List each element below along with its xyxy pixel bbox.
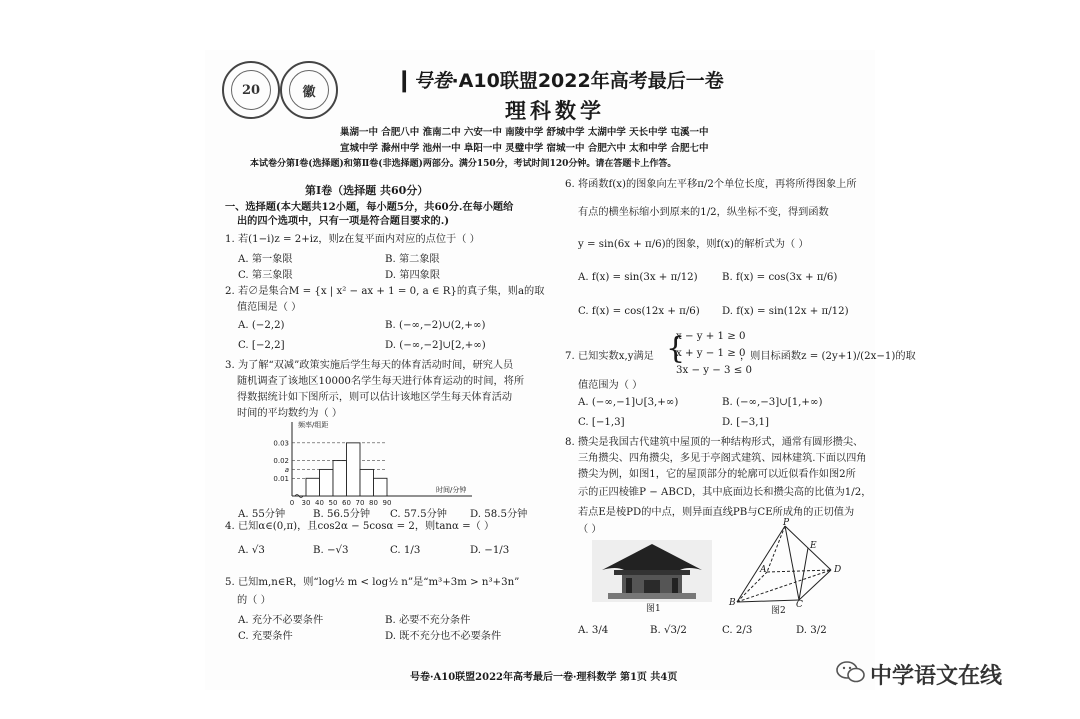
q2-option-c: C. [−2,2]	[238, 340, 285, 351]
section-title: 第Ⅰ卷（选择题 共60分）	[305, 184, 429, 197]
q4-stem: 4. 已知α∈(0,π)，且cos2α − 5cosα = 2，则tanα =（ ）	[225, 521, 495, 532]
q8-stem-line1: 8. 攒尖是我国古代建筑中屋顶的一种结构形式，通常有圆形攒尖、	[565, 437, 864, 448]
vertex-label-p: P	[783, 518, 790, 528]
q8-pyramid-diagram	[727, 520, 847, 612]
q7-stem-tail: ，则目标函数z = (2y+1)/(2x−1)的取	[740, 351, 916, 362]
histogram-bar	[320, 469, 334, 496]
q8-stem-line4: 示的正四棱锥P − ABCD，其中底面边长和攒尖高的比值为1/2，	[578, 487, 872, 498]
q1-option-a: A. 第一象限	[238, 254, 293, 265]
vertex-label-a: A	[760, 565, 767, 575]
section-intro-line1: 一、选择题(本大题共12小题，每小题5分，共60分.在每小题给	[225, 201, 514, 213]
q6-option-a: A. f(x) = sin(3x + π/12)	[578, 272, 698, 283]
histogram-bar	[374, 478, 388, 496]
wechat-icon	[836, 660, 866, 684]
q8-figure-2-caption: 图2	[771, 606, 786, 616]
q6-option-b: B. f(x) = cos(3x + π/6)	[722, 272, 838, 283]
section-intro-line2: 出的四个选项中，只有一项是符合题目要求的.)	[237, 215, 450, 227]
exam-title: ❙号卷·A10联盟2022年高考最后一卷	[395, 68, 724, 93]
q2-stem-line2: 值范围是（ ）	[237, 302, 302, 313]
q5-stem-line2: 的（ ）	[237, 595, 271, 606]
q1-stem: 1. 若(1−i)z = 2+iz，则z在复平面内对应的点位于（ ）	[225, 234, 480, 245]
q8-figure-1-caption: 图1	[646, 604, 661, 614]
q7-option-d: D. [−3,1]	[722, 417, 769, 428]
x-tick-label: 40	[315, 499, 324, 507]
watermark-text: 中学语文在线	[870, 664, 1003, 689]
q2-option-b: B. (−∞,−2)∪(2,+∞)	[385, 320, 486, 331]
q8-pavilion-photo	[592, 540, 712, 602]
schools-row-1: 巢湖一中 合肥八中 淮南二中 六安一中 南陵中学 舒城中学 太湖中学 天长中学 屯溪一中	[340, 127, 709, 138]
q6-option-c: C. f(x) = cos(12x + π/6)	[578, 306, 700, 317]
x-tick-label: 0	[289, 499, 295, 507]
alliance-logo-emblem: 20	[231, 70, 271, 110]
q3-option-d: D. 58.5分钟	[470, 509, 528, 520]
subject-title: 理科数学	[505, 99, 605, 123]
q4-option-b: B. −√3	[313, 545, 349, 556]
q8-option-d: D. 3/2	[796, 625, 827, 636]
q7-option-c: C. [−1,3]	[578, 417, 625, 428]
q7-constraint-3: 3x − y − 3 ≤ 0	[676, 365, 752, 376]
histogram-bar	[333, 461, 347, 496]
q8-stem-line2: 三角攒尖、四角攒尖，多见于亭阁式建筑、园林建筑.下面以四角	[578, 453, 867, 464]
q7-constraint-2: x + y − 1 ≥ 0	[676, 348, 746, 359]
histogram-bar	[360, 469, 374, 496]
q5-option-b: B. 必要不充分条件	[385, 615, 471, 626]
q7-option-b: B. (−∞,−3]∪[1,+∞)	[722, 397, 823, 408]
q5-stem-line1: 5. 已知m,n∈R，则“log½ m < log½ n”是“m³+3m > n³+3n”	[225, 577, 520, 588]
alliance-logo	[222, 61, 280, 119]
x-tick-label: 50	[328, 499, 338, 507]
q5-option-c: C. 充要条件	[238, 631, 293, 642]
q7-stem-line2: 值范围为（ ）	[578, 380, 643, 391]
vertex-label-d: D	[834, 565, 842, 575]
q8-stem-line6: （ ）	[578, 524, 602, 535]
q1-option-c: C. 第三象限	[238, 270, 293, 281]
q8-option-a: A. 3/4	[578, 625, 609, 636]
x-tick-label: 30	[301, 499, 311, 507]
y-tick-label: a	[284, 465, 289, 474]
vertex-label-b: B	[729, 598, 736, 608]
q6-option-d: D. f(x) = sin(12x + π/12)	[722, 306, 849, 317]
q1-option-b: B. 第二象限	[385, 254, 440, 265]
q2-option-a: A. (−2,2)	[238, 320, 285, 331]
q6-stem-line2: 有点的横坐标缩小到原来的1/2，纵坐标不变，得到函数	[578, 207, 829, 218]
q4-option-c: C. 1/3	[390, 545, 421, 556]
exam-instructions: 本试卷分第Ⅰ卷(选择题)和第Ⅱ卷(非选择题)两部分。满分150分，考试时间120分钟。请在答题卡上作答。	[250, 159, 677, 169]
schools-row-2: 宣城中学 滁州中学 池州一中 阜阳一中 灵璧中学 宿城一中 合肥六中 太和中学 合肥七中	[340, 143, 709, 154]
q4-option-a: A. √3	[238, 545, 265, 556]
page-footer: 号卷·A10联盟2022年高考最后一卷·理科数学 第1页 共4页	[410, 672, 678, 683]
q7-stem-lead: 7. 已知实数x,y满足	[565, 351, 654, 362]
q3-stem-line1: 3. 为了解“双减”政策实施后学生每天的体育活动时间，研究人员	[225, 360, 514, 371]
vertex-label-e: E	[810, 541, 817, 551]
q6-stem-line3: y = sin(6x + π/6)的图象，则f(x)的解析式为（ ）	[578, 239, 809, 250]
q3-stem-line4: 时间的平均数约为（ ）	[237, 408, 343, 419]
histogram-bar	[306, 478, 320, 496]
q3-option-b: B. 56.5分钟	[313, 509, 371, 520]
q3-option-a: A. 55分钟	[238, 509, 286, 520]
vertex-label-c: C	[796, 600, 803, 610]
y-axis-label: 频率/组距	[298, 421, 329, 429]
q3-stem-line2: 随机调查了该地区10000名学生每天进行体育运动的时间，将所	[237, 376, 525, 387]
q7-brace: {	[666, 331, 686, 366]
y-tick-label: 0.01	[273, 474, 289, 483]
x-tick-label: 80	[369, 499, 378, 507]
x-axis-label: 时间/分钟	[436, 486, 467, 494]
q2-stem-line1: 2. 若∅是集合M = {x | x² − ax + 1 = 0, a ∈ R}的真子集，则a的取	[225, 286, 545, 297]
y-tick-label: 0.02	[273, 457, 289, 466]
q6-stem-line1: 6. 将函数f(x)的图象向左平移π/2个单位长度，再将所得图象上所	[565, 179, 857, 190]
q2-option-d: D. (−∞,−2]∪[2,+∞)	[385, 340, 486, 351]
q8-option-c: C. 2/3	[722, 625, 753, 636]
q3-histogram	[262, 418, 492, 510]
q3-stem-line3: 得数据统计如下图所示，则可以估计该地区学生每天体育活动	[237, 392, 513, 403]
publisher-logo-emblem: 徽	[289, 70, 329, 110]
x-tick-label: 70	[355, 499, 365, 507]
x-tick-label: 90	[382, 499, 392, 507]
q8-stem-line3: 攒尖为例，如图1，它的屋顶部分的轮廓可以近似看作如图2所	[578, 469, 856, 480]
q4-option-d: D. −1/3	[470, 545, 510, 556]
q8-option-b: B. √3/2	[650, 625, 687, 636]
q1-option-d: D. 第四象限	[385, 270, 441, 281]
publisher-logo	[280, 61, 338, 119]
q5-option-d: D. 既不充分也不必要条件	[385, 631, 502, 642]
x-tick-label: 60	[342, 499, 351, 507]
q7-constraint-1: x − y + 1 ≥ 0	[676, 331, 746, 342]
q7-option-a: A. (−∞,−1]∪[3,+∞)	[578, 397, 679, 408]
histogram-bar	[347, 443, 361, 496]
q8-stem-line5: 若点E是棱PD的中点，则异面直线PB与CE所成角的正切值为	[578, 507, 855, 518]
q5-option-a: A. 充分不必要条件	[238, 615, 324, 626]
y-tick-label: 0.03	[273, 439, 289, 448]
q3-option-c: C. 57.5分钟	[390, 509, 447, 520]
